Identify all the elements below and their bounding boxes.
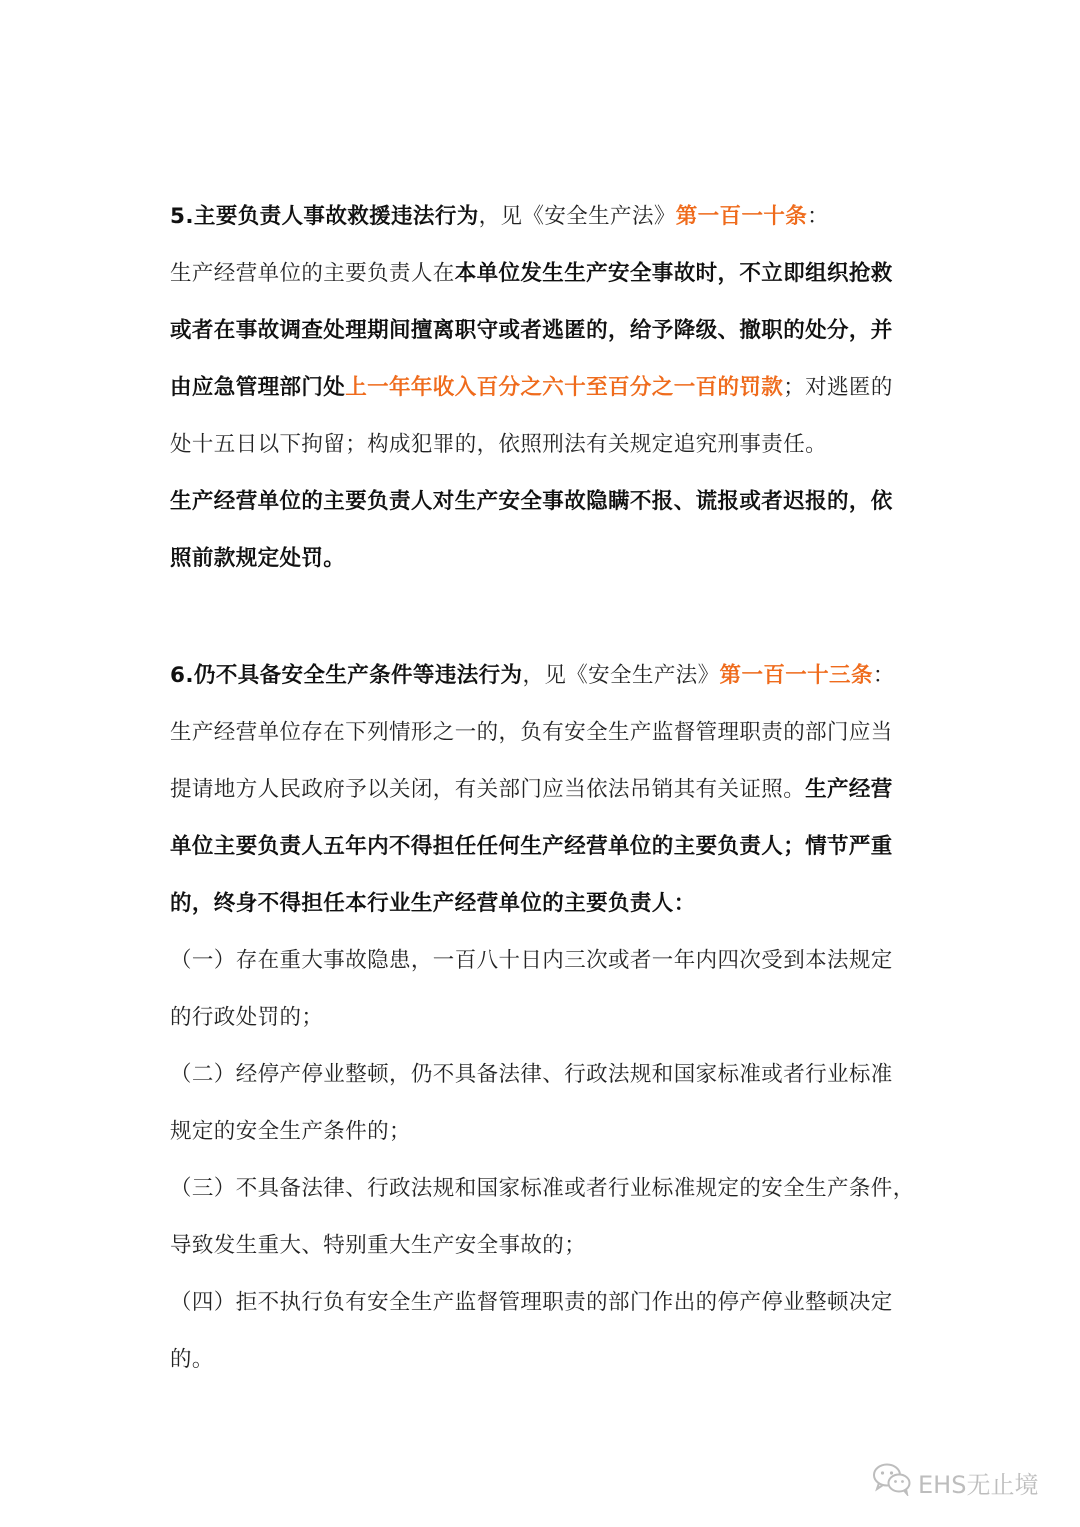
section6-item4-line2: 的。 <box>170 1347 214 1372</box>
section6-item2-line2: 规定的安全生产条件的； <box>170 1119 411 1144</box>
section6-item1-line2: 的行政处罚的； <box>170 1005 324 1030</box>
section5-paragraph1-line3: 由应急管理部门处上一年年收入百分之六十至百分之一百的罚款；对逃匿的 <box>170 375 893 400</box>
section5-paragraph1-line4: 处十五日以下拘留；构成犯罪的，依照刑法有关规定追究刑事责任。 <box>170 432 828 457</box>
article-body <box>170 188 915 1388</box>
wechat-icon <box>872 1462 912 1502</box>
section5-paragraph1-line1: 生产经营单位的主要负责人在本单位发生生产安全事故时，不立即组织抢救 <box>170 261 893 286</box>
section6-item4-line1: （四）拒不执行负有安全生产监督管理职责的部门作出的停产停业整顿决定 <box>170 1290 893 1315</box>
section6-item3-line2: 导致发生重大、特别重大生产安全事故的； <box>170 1233 587 1258</box>
watermark <box>872 1462 1038 1502</box>
section6-paragraph1-line1: 生产经营单位存在下列情形之一的，负有安全生产监督管理职责的部门应当 <box>170 720 893 745</box>
section-spacer <box>170 587 910 647</box>
section6-item1-line1: （一）存在重大事故隐患，一百八十日内三次或者一年内四次受到本法规定 <box>170 948 893 973</box>
section6-paragraph1-line4: 的，终身不得担任本行业生产经营单位的主要负责人： <box>170 891 696 916</box>
section6-item2-line1: （二）经停产停业整顿，仍不具备法律、行政法规和国家标准或者行业标准 <box>170 1062 893 1087</box>
section6-item3-line1: （三）不具备法律、行政法规和国家标准或者行业标准规定的安全生产条件， <box>170 1176 915 1201</box>
section5-paragraph1-line2: 或者在事故调查处理期间擅离职守或者逃匿的，给予降级、撤职的处分，并 <box>170 318 893 343</box>
section6-paragraph1-line3: 单位主要负责人五年内不得担任任何生产经营单位的主要负责人；情节严重 <box>170 834 893 859</box>
section5-heading: 5.主要负责人事故救援违法行为，见《安全生产法》第一百一十条： <box>170 204 830 229</box>
section6-paragraph1-line2: 提请地方人民政府予以关闭，有关部门应当依法吊销其有关证照。生产经营 <box>170 777 893 802</box>
section5-paragraph2-line1: 生产经营单位的主要负责人对生产安全事故隐瞒不报、谎报或者迟报的，依 <box>170 489 893 514</box>
watermark-text: EHS无止境 <box>918 1470 1039 1499</box>
section5-paragraph2-line2: 照前款规定处罚。 <box>170 546 346 571</box>
section6-heading: 6.仍不具备安全生产条件等违法行为，见《安全生产法》第一百一十三条： <box>170 663 895 688</box>
